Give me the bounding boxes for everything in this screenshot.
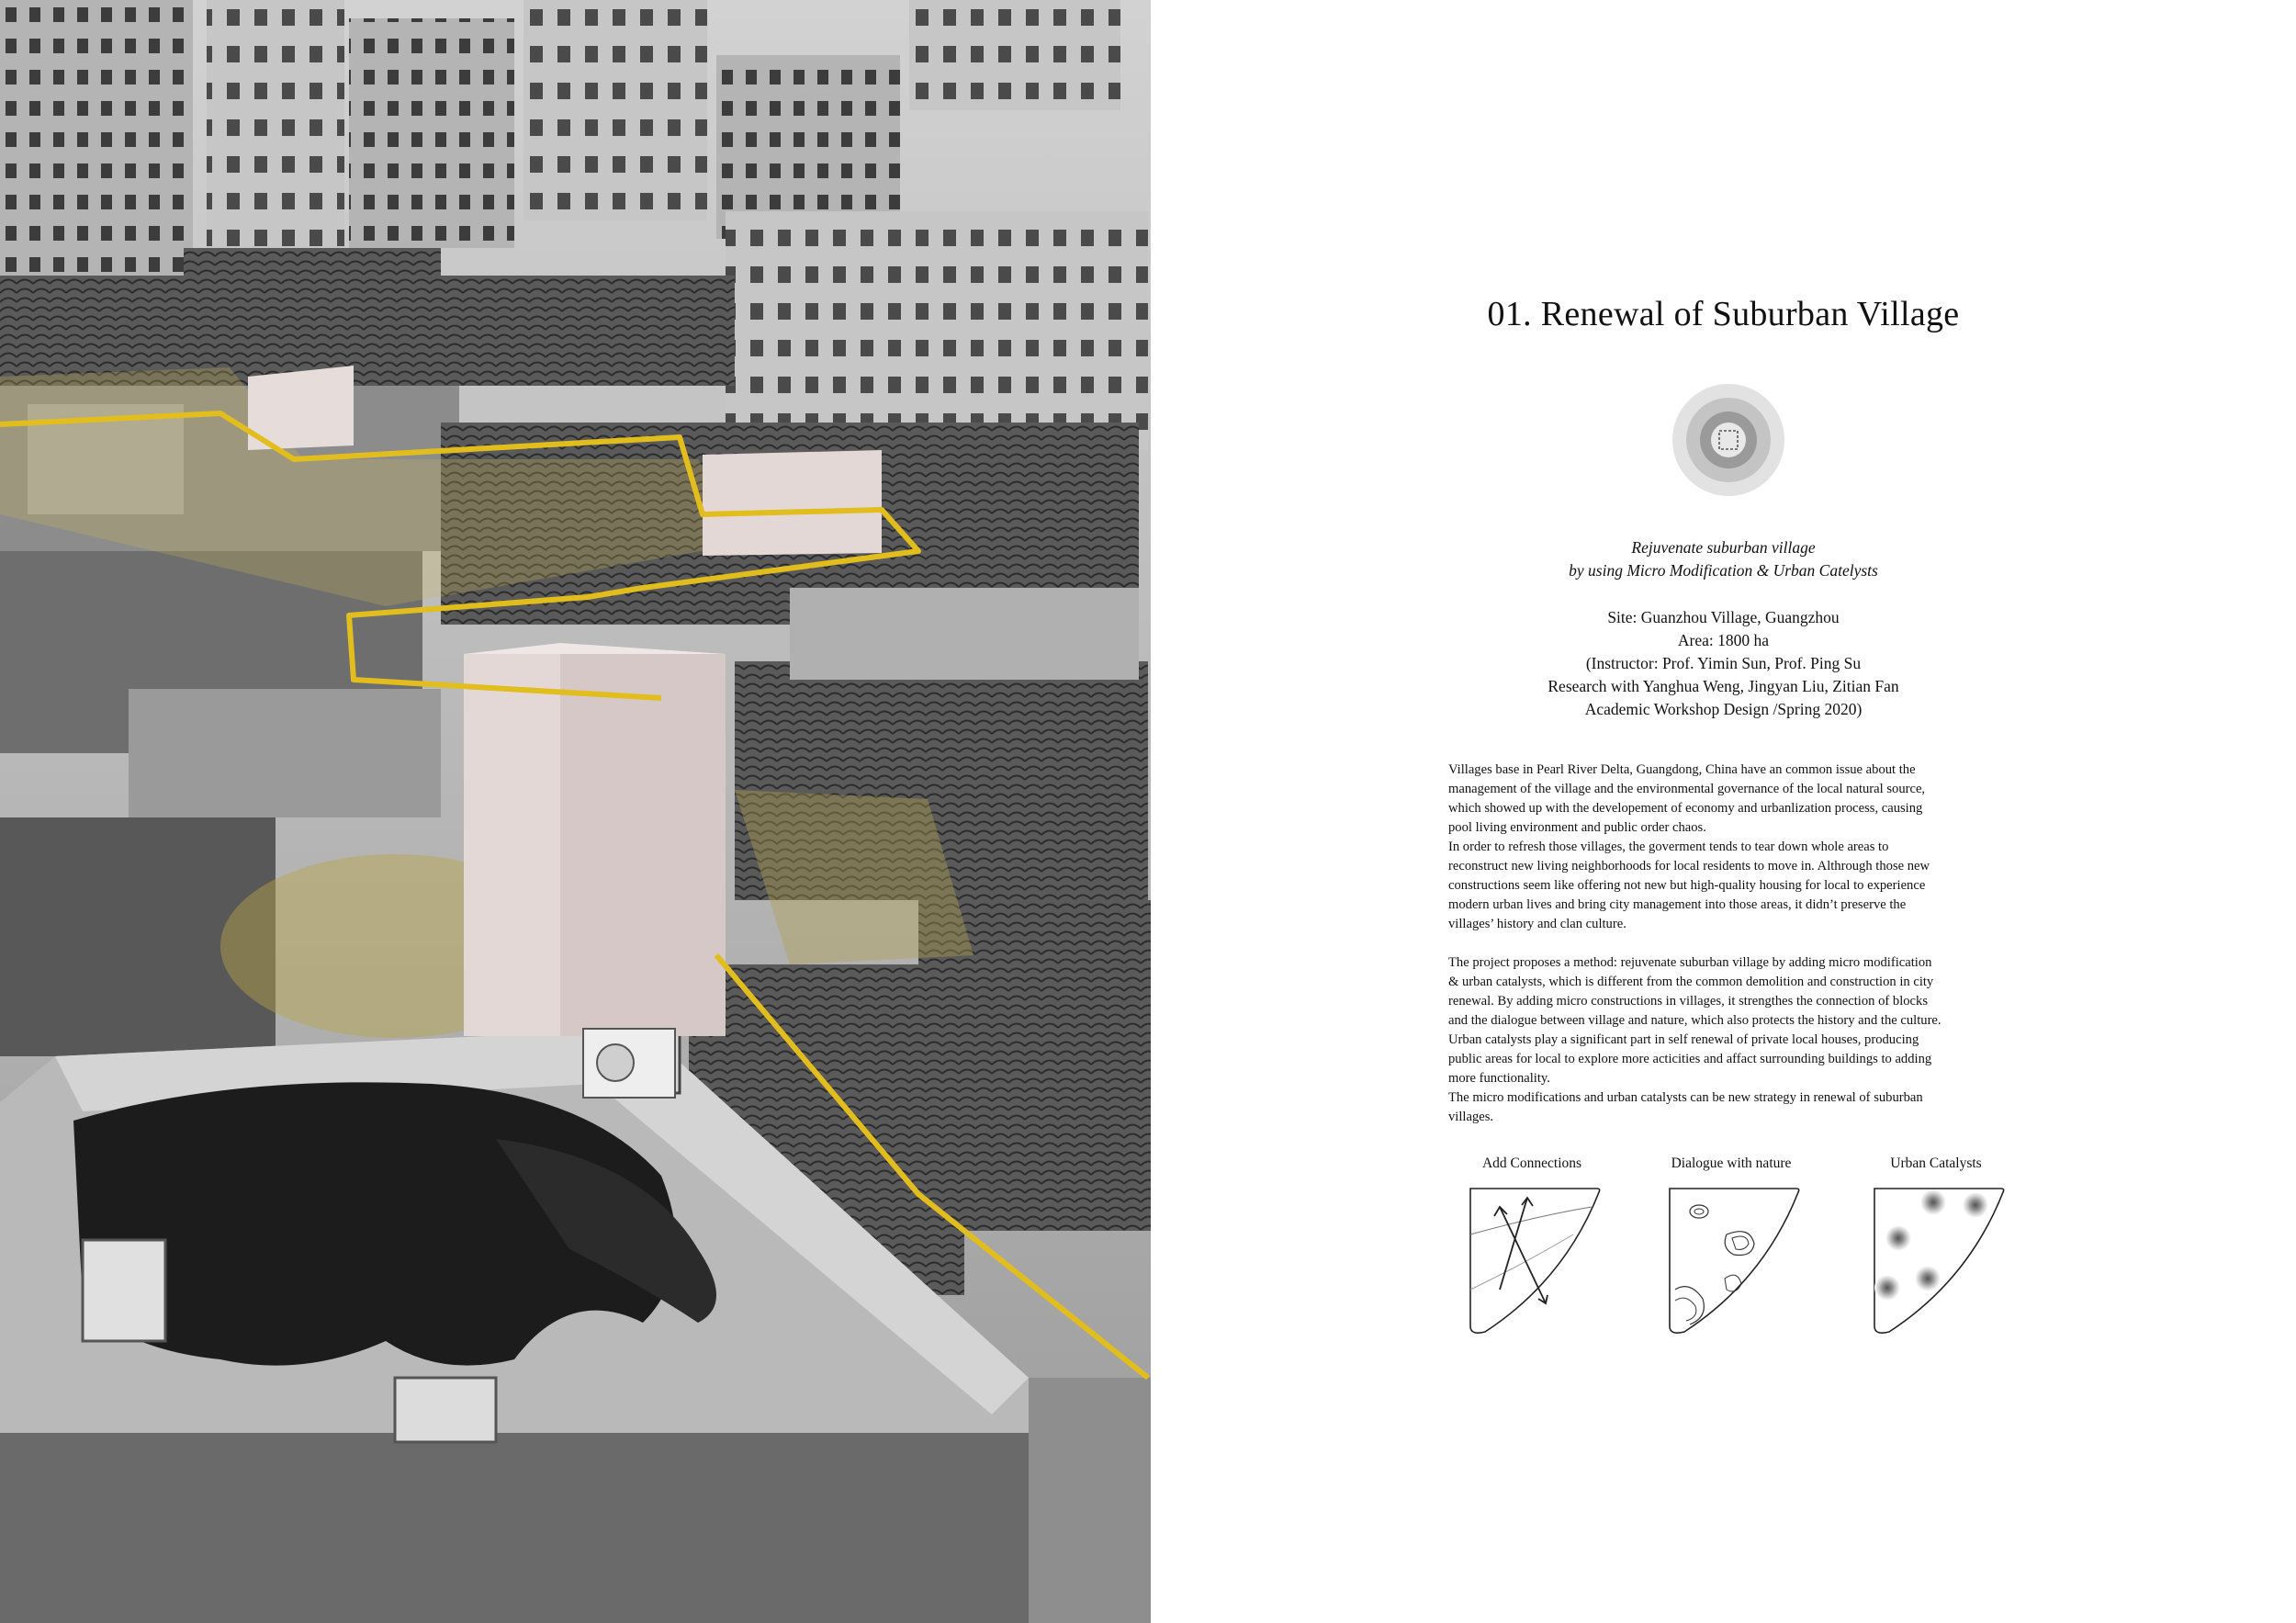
- description-line: villages’ history and clan culture.: [1448, 917, 1626, 931]
- diagram-label: Urban Catalysts: [1890, 1155, 1982, 1171]
- project-tagline: [1151, 536, 2296, 582]
- project-info: [1151, 606, 2296, 721]
- tagline-line: by using Micro Modification & Urban Catelysts: [1569, 561, 1878, 580]
- description-line: renewal. By adding micro constructions in villages, it strengthes the connection of blocks: [1448, 994, 1929, 1009]
- instructor-text: (Instructor: Prof. Yimin Sun, Prof. Ping Su: [1585, 654, 1862, 672]
- diagram-label: Dialogue with nature: [1671, 1155, 1792, 1171]
- description-line: The micro modifications and urban catalysts can be new strategy in renewal of suburban: [1448, 1090, 1923, 1105]
- description-line: management of the village and the environmental governance of the local natural source,: [1448, 782, 1926, 796]
- project-description: [1448, 761, 2054, 1127]
- paragraph-gap: [1448, 934, 2054, 953]
- description-line: In order to refresh those villages, the goverment tends to tear down whole areas to: [1448, 840, 1889, 854]
- description-line: Urban catalysts play a significant part in self renewal of private local houses, producing: [1448, 1032, 1919, 1047]
- course-text: Academic Workshop Design /Spring 2020): [1584, 700, 1863, 718]
- project-panel: [1151, 0, 2296, 1623]
- description-line: pool living environment and public order chaos.: [1448, 820, 1706, 835]
- diagram-dialogue-with-nature: [1653, 1155, 1809, 1336]
- description-line: Villages base in Pearl River Delta, Guangdong, China have an common issue about the: [1448, 762, 1916, 777]
- catalyst-dots-icon: [1867, 1179, 2005, 1336]
- diagram-urban-catalysts: [1858, 1155, 2014, 1336]
- description-line: which showed up with the developement of economy and urbanlization process, causing: [1448, 801, 1923, 816]
- description-line: and the dialogue between village and nature, which also protects the history and the culture.: [1448, 1013, 1941, 1028]
- site-text: Site: Guanzhou Village, Guangzhou: [1607, 608, 1840, 626]
- area-text: Area: 1800 ha: [1677, 631, 1770, 649]
- diagram-label: Add Connections: [1481, 1155, 1582, 1171]
- diagram-add-connections: [1454, 1155, 1610, 1336]
- description-line: reconstruct new living neighborhoods for local residents to move in. Althrough those new: [1448, 859, 1930, 873]
- project-logo-icon: [1672, 384, 1784, 496]
- tagline-line: Rejuvenate suburban village: [1631, 538, 1816, 557]
- description-line: modern urban lives and bring city management into those areas, it didn’t preserve the: [1448, 897, 1907, 912]
- description-line: & urban catalysts, which is different from the common demolition and construction in city: [1448, 975, 1934, 989]
- description-line: more functionality.: [1448, 1071, 1550, 1086]
- description-line: public areas for local to explore more acticities and affact surrounding buildings to adding: [1448, 1052, 1932, 1066]
- description-line: constructions seem like offering not new but high-quality housing for local to experience: [1448, 878, 1926, 893]
- research-text: Research with Yanghua Weng, Jingyan Liu, Zitian Fan: [1548, 677, 1899, 695]
- contour-icon: [1662, 1179, 1800, 1336]
- description-line: villages.: [1448, 1110, 1494, 1124]
- description-line: The project proposes a method: rejuvenate suburban village by adding micro modification: [1448, 955, 1932, 970]
- project-title: 01. Renewal of Suburban Village: [1487, 295, 1960, 333]
- arrows-icon: [1463, 1179, 1601, 1336]
